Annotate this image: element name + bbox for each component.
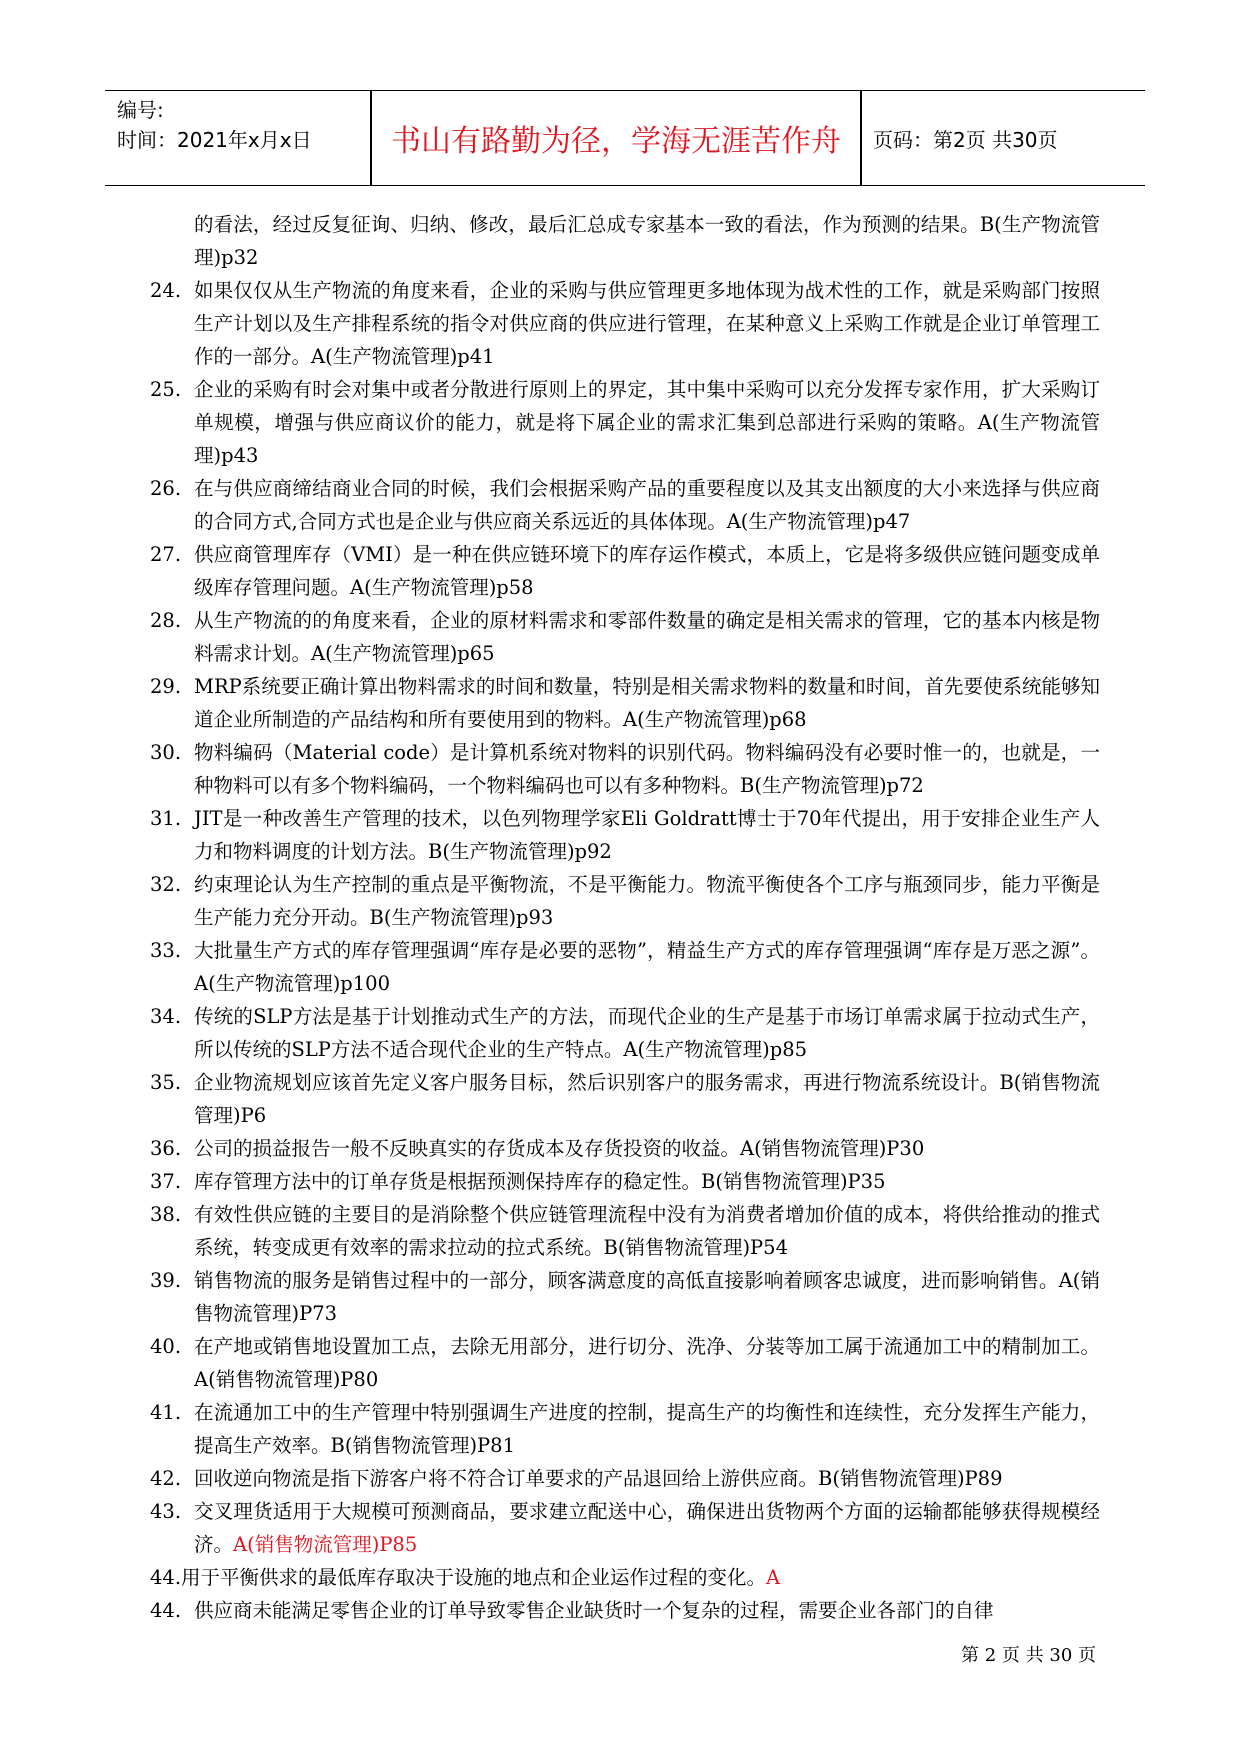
item-text: 供应商管理库存（VMI）是一种在供应链环境下的库存运作模式，本质上，它是将多级供应链问题变成单级库存管理问题。A(生产物流管理)p58 [194, 543, 1100, 599]
item-number: 37. [150, 1170, 182, 1193]
list-item [150, 1330, 1100, 1396]
item-number: 40. [150, 1335, 182, 1358]
list-item [150, 1165, 1100, 1198]
item-text: 传统的SLP方法是基于计划推动式生产的方法，而现代企业的生产是基于市场订单需求属于拉动式生产，所以传统的SLP方法不适合现代企业的生产特点。A(生产物流管理)p85 [194, 1005, 1100, 1061]
list-item-44a [150, 1561, 1100, 1594]
list-item [150, 604, 1100, 670]
number-label: 编号: [117, 98, 164, 122]
item-number: 34. [150, 1005, 182, 1028]
item-number: 43. [150, 1500, 182, 1523]
list-item [150, 1000, 1100, 1066]
item-text: 库存管理方法中的订单存货是根据预测保持库存的稳定性。B(销售物流管理)P35 [194, 1170, 886, 1193]
item-number: 35. [150, 1071, 182, 1094]
item-number: 41. [150, 1401, 182, 1424]
list-item [150, 1198, 1100, 1264]
item-text: 44.用于平衡供求的最低库存取决于设施的地点和企业运作过程的变化。A [150, 1566, 781, 1589]
item-number: 44. [150, 1599, 182, 1622]
header-page-info: 页码：第2页 共30页 [873, 127, 1058, 152]
item-text: 企业物流规划应该首先定义客户服务目标，然后识别客户的服务需求，再进行物流系统设计。B(销售物流管理)P6 [194, 1071, 1100, 1127]
item-number: 27. [150, 543, 182, 566]
list-item [150, 736, 1100, 802]
header-meta [117, 95, 312, 155]
item-number: 33. [150, 939, 182, 962]
item-text: JIT是一种改善生产管理的技术，以色列物理学家Eli Goldratt博士于70年代提出，用于安排企业生产人力和物料调度的计划方法。B(生产物流管理)p92 [194, 807, 1100, 863]
header-table [105, 90, 1145, 186]
item-text: 公司的损益报告一般不反映真实的存货成本及存货投资的收益。A(销售物流管理)P30 [194, 1137, 925, 1160]
item-number: 42. [150, 1467, 182, 1490]
item-text: 回收逆向物流是指下游客户将不符合订单要求的产品退回给上游供应商。B(销售物流管理)P89 [194, 1467, 1003, 1490]
item-text: 约束理论认为生产控制的重点是平衡物流，不是平衡能力。物流平衡使各个工序与瓶颈同步，能力平衡是生产能力充分开动。B(生产物流管理)p93 [194, 873, 1100, 929]
item-text: 销售物流的服务是销售过程中的一部分，顾客满意度的高低直接影响着顾客忠诚度，进而影响销售。A(销售物流管理)P73 [194, 1269, 1100, 1325]
list-item [150, 934, 1100, 1000]
header-divider [860, 91, 862, 185]
item-answer: A(销售物流管理)P85 [233, 1533, 418, 1556]
list-item [150, 1132, 1100, 1165]
list-item-44b [150, 1594, 1100, 1627]
list-item [150, 1264, 1100, 1330]
item-number: 26. [150, 477, 182, 500]
list-item [150, 538, 1100, 604]
list-item-43 [150, 1495, 1100, 1561]
time-label: 时间：2021年x月x日 [117, 128, 312, 152]
item-number: 31. [150, 807, 182, 830]
item-number: 24. [150, 279, 182, 302]
item-number: 30. [150, 741, 182, 764]
item-text: 从生产物流的的角度来看，企业的原材料需求和零部件数量的确定是相关需求的管理，它的基本内核是物料需求计划。A(生产物流管理)p65 [194, 609, 1100, 665]
item-number: 38. [150, 1203, 182, 1226]
item-number: 32. [150, 873, 182, 896]
item-number: 39. [150, 1269, 182, 1292]
item-text: 大批量生产方式的库存管理强调“库存是必要的恶物”，精益生产方式的库存管理强调“库存是万恶之源”。A(生产物流管理)p100 [194, 939, 1100, 995]
item-text: 物料编码（Material code）是计算机系统对物料的识别代码。物料编码没有必要时惟一的，也就是，一种物料可以有多个物料编码，一个物料编码也可以有多种物料。B(生产物流管理)p72 [194, 741, 1100, 797]
item-text: 交叉理货适用于大规模可预测商品，要求建立配送中心，确保进出货物两个方面的运输都能够获得规模经济。A(销售物流管理)P85 [194, 1500, 1100, 1556]
header-motto: 书山有路勤为径，学海无涯苦作舟 [391, 124, 841, 159]
list-item [150, 1462, 1100, 1495]
continuation-text: 的看法，经过反复征询、归纳、修改，最后汇总成专家基本一致的看法，作为预测的结果。B(生产物流管理)p32 [194, 213, 1100, 269]
item-number: 28. [150, 609, 182, 632]
item-text: MRP系统要正确计算出物料需求的时间和数量，特别是相关需求物料的数量和时间，首先要使系统能够知道企业所制造的产品结构和所有要使用到的物料。A(生产物流管理)p68 [194, 675, 1100, 731]
list-item [150, 802, 1100, 868]
item-text: 在流通加工中的生产管理中特别强调生产进度的控制，提高生产的均衡性和连续性，充分发挥生产能力，提高生产效率。B(销售物流管理)P81 [194, 1401, 1100, 1457]
page-footer: 第 2 页 共 30 页 [961, 1645, 1096, 1666]
question-list [150, 208, 1100, 1627]
items-container [150, 274, 1100, 1495]
item-text: 有效性供应链的主要目的是消除整个供应链管理流程中没有为消费者增加价值的成本，将供给推动的推式系统，转变成更有效率的需求拉动的拉式系统。B(销售物流管理)P54 [194, 1203, 1100, 1259]
item-number: 36. [150, 1137, 182, 1160]
item-text: 企业的采购有时会对集中或者分散进行原则上的界定，其中集中采购可以充分发挥专家作用，扩大采购订单规模，增强与供应商议价的能力，就是将下属企业的需求汇集到总部进行采购的策略。A(生产物流管理)p43 [194, 378, 1100, 467]
list-item [150, 472, 1100, 538]
item-answer: A [766, 1566, 781, 1589]
item-text: 在产地或销售地设置加工点，去除无用部分，进行切分、洗净、分装等加工属于流通加工中的精制加工。A(销售物流管理)P80 [194, 1335, 1100, 1391]
list-item [150, 670, 1100, 736]
list-item [150, 868, 1100, 934]
item-number: 25. [150, 378, 182, 401]
list-item [150, 1066, 1100, 1132]
item-number: 29. [150, 675, 182, 698]
item-text: 在与供应商缔结商业合同的时候，我们会根据采购产品的重要程度以及其支出额度的大小来选择与供应商的合同方式,合同方式也是企业与供应商关系远近的具体体现。A(生产物流管理)p47 [194, 477, 1100, 533]
list-item [150, 373, 1100, 472]
list-item [150, 274, 1100, 373]
item-text: 如果仅仅从生产物流的角度来看，企业的采购与供应管理更多地体现为战术性的工作，就是采购部门按照生产计划以及生产排程系统的指令对供应商的供应进行管理，在某种意义上采购工作就是企业订单管理工作的一部分。A(生产物流管理)p41 [194, 279, 1100, 368]
item-text: 供应商未能满足零售企业的订单导致零售企业缺货时一个复杂的过程，需要企业各部门的自律 [194, 1599, 994, 1622]
list-item [150, 1396, 1100, 1462]
